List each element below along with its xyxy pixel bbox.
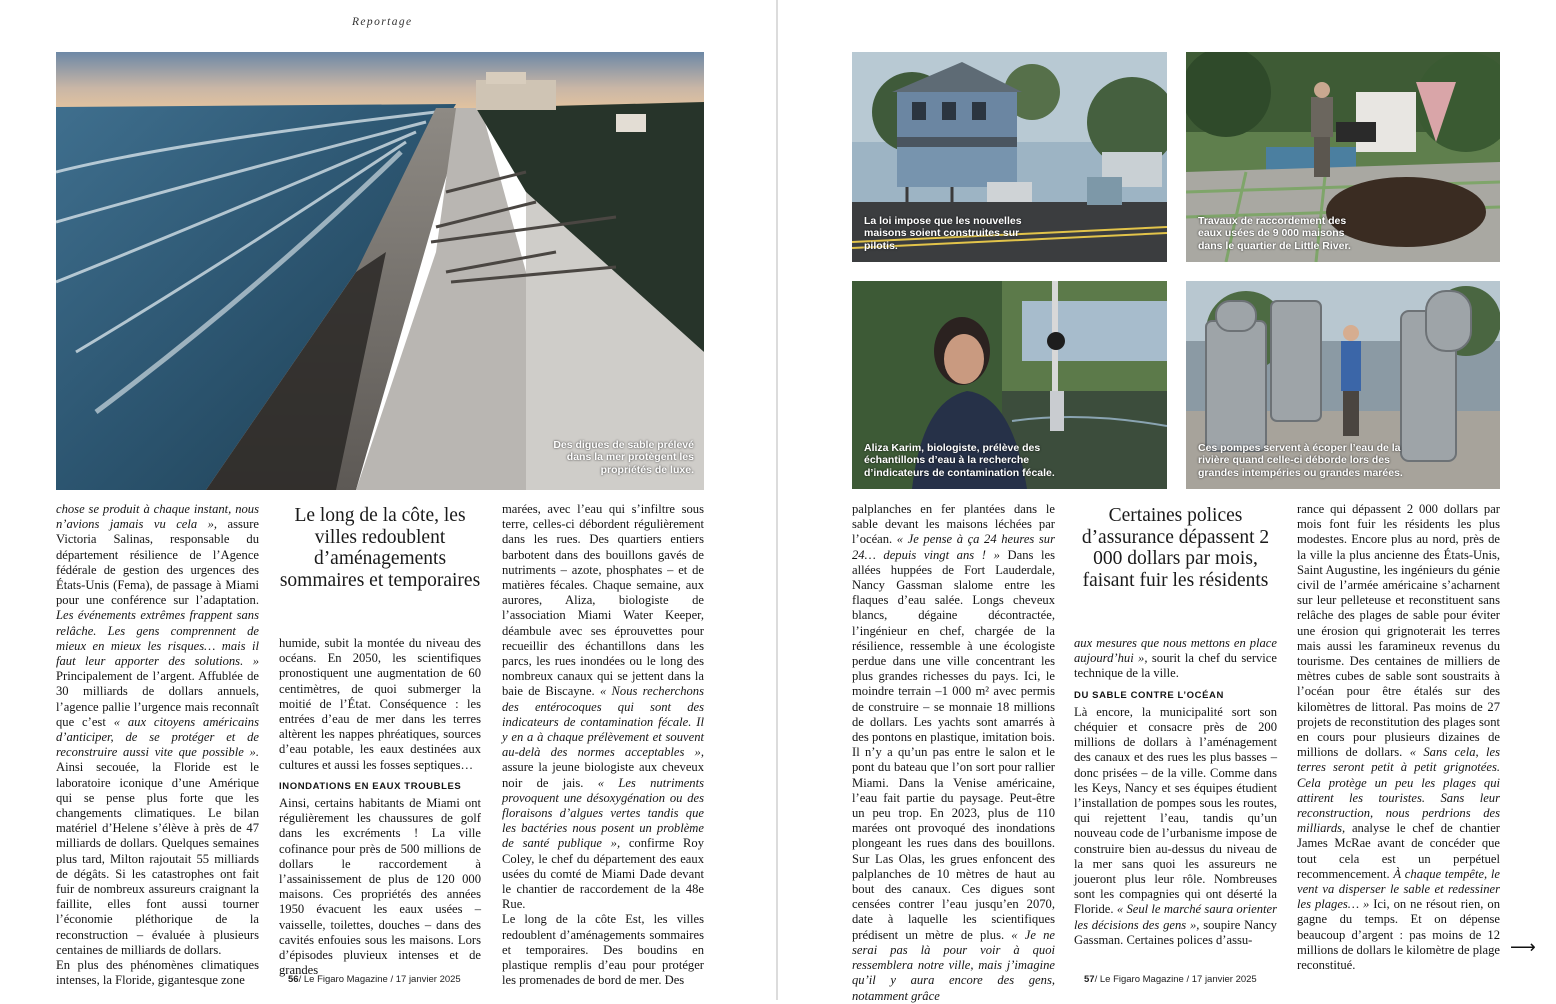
quote-text: Les événements extrêmes frappent sans relâche. Les gens comprennent de mieux en mieux les risques… mais il faut leur apporter des solutions. » [56,608,259,669]
body-paragraph: Ainsi, certains habitants de Miami ont régulièrement les chaussures de golf dans les excréments ! La ville cofinance pour près de 500 millions de dollars le raccordement à l’assainissement de plus de 120 000 maisons. Ces propriétés des années 1950 évacuent les eaux usées – vaisselle, toilettes, douches – dans des cavités enfouies sous les maisons. Lors d’épisodes pluvieux intenses et de grandes [279,796,481,978]
body-text: confirme Roy Coley, le chef du département des eaux usées du comté de Miami Dade devant le chantier de raccordement de la 48e Rue. [502,836,704,912]
body-paragraph: humide, subit la montée du niveau des océans. En 2050, les scientifiques pronostiquent une augmentation de 60 centimètres, de quoi submerger la moitié de l’État. Conséquence : les entrées d’eau de mer dans les terres altèrent les nappes phréatiques, sources d’eau potable, les eaux destinées aux cultures et aussi les fosses septiques… [279,636,481,772]
left-page [0,0,778,1000]
body-text: analyse le chef de chantier James McRae avant de concéder que tout cela est un perpétuel recommencement. [1297,821,1500,881]
stilt-house-photo [852,52,1167,262]
body-text: marées, avec l’eau qui s’infiltre sous terre, celles-ci débordent régulièrement dans les rues. Des quartiers entiers barbotent dans des bouillons gavés de nutriments – azote, phosphates – et de matières fécales. Chaque semaine, aux aurores, Aliza, biologiste de l’association Miami Water Keeper, déambule avec ses éprouvettes pour recueillir des échantillons dans les parcs, les rues inondées ou le long des nombreux canaux qui se jettent dans la baie de Biscayne. [502,502,704,699]
body-paragraph: En plus des phénomènes climatiques intenses, la Floride, gigantesque zone [56,958,259,988]
quote-text: aux mesures que nous mettons en place aujourd’hui », [1074,636,1277,666]
body-text: soupire Nancy Gassman. Certaines polices d’assu- [1074,917,1277,947]
quote-text: chose se produit à chaque instant, nous n’avions jamais vu cela », [56,502,259,532]
page-folio [1084,974,1257,985]
text-column-6 [1297,502,1500,973]
sewer-works-photo [1186,52,1500,262]
section-label: Reportage [352,16,413,28]
continue-arrow-icon: ⟶ [1510,937,1536,958]
text-column-1 [56,502,259,989]
quote-text: « aux citoyens américains d’anticiper, de se protéger et de reconstruire aussi vite que possible ». [56,714,259,760]
folio-text: / Le Figaro Magazine / 17 janvier 2025 [1094,974,1257,985]
pull-quote: Certaines polices d’assurance dépassent 2 000 dollars par mois, faisant fuir les résidents [1081,505,1270,591]
photo-caption: La loi impose que les nouvelles maisons soient construites sur pilotis. [864,214,1022,252]
folio-text: / Le Figaro Magazine / 17 janvier 2025 [298,974,461,985]
body-text: Dans les allées huppées de Fort Lauderdale, Nancy Gassman slalome entre les flaques d’eau salée. Longs cheveux blancs, dégaine décontractée, l’ingénieur en chef, chargée de la résilience, ressemble à une écologiste perdue dans une ville concentrant les plus grandes richesses du pays. Ici, le moindre terrain –1 000 m² avec permis de construire – se monnaie 18 millions de dollars. Les yachts sont amarrés à des pontons en plastique, imitation bois. Il n’y a qu’un pas entre le salon et le pont du bateau que l’on sort pour rallier Miami. Dans la Venise américaine, l’eau fait partie du paysage. Peut-être un peu trop. En 2023, plus de 110 marées ont provoqué des inondations plongeant les rues dans des bouillons. Sur Las Olas, les grues enfoncent des palplanches de 10 mètres de haut au bout des canaux. Ces digues sont censées contrer l’eau jusqu’en 2070, date à laquelle les scientifiques prédisent un mètre de plus. [852,547,1055,942]
body-text: rance qui dépassent 2 000 dollars par mois font fuir les résidents les plus modestes. Encore plus au nord, près de la ville la plus ancienne des États-Unis, Saint Augustine, les ingénieurs du génie civil de l’armée américaine s’acharnent sur leur pelleteuse et reconstituent sans relâche des plages de sable pour éviter une érosion qui grignoterait les terres mais aussi les faramineux revenus du tourisme. Des centaines de milliers de mètres cubes de sable sont soustraits à l’océan pour être étalés sur des kilomètres de littoral. Pas moins de 27 projets de reconstitution des plages sont en cours pour plusieurs dizaines de millions de dollars. [1297,502,1500,760]
pumps-photo [1186,281,1500,489]
quote-text: « Nous recherchons des entérocoques qui sont des indicateurs de contamination fécale. Il y en a à chaque prélèvement et souvent au-delà des normes acceptables », [502,684,704,760]
body-paragraph: Le long de la côte Est, les villes redoublent d’aménagements sommaires et temporaires. Des boudins en plastique remplis d’eau pour protéger les promenades de bord de mer. Des [502,912,704,988]
text-column-4 [852,502,1055,1004]
body-text: Principalement de l’argent. Affublée de 30 milliards de dollars annuels, l’agence pallie l’urgence mais reconnaît que c’est [56,669,259,729]
photo-caption: Aliza Karim, biologiste, prélève des échantillons d’eau à la recherche d’indicateurs de contamination fécale. [864,441,1055,479]
subhead: DU SABLE CONTRE L’OCÉAN [1074,689,1224,701]
body-text: Là encore, la municipalité sort son chéquier et consacre près de 200 millions de dollars à l’aménagement des canaux et des rues les plus basses – donc prisées – de la ville. Comme dans les Keys, Nancy et ses équipes étudient l’installation de pompes sous les routes, qui rejettent l’eau, tandis qu’un nouveau code de l’urbanisme impose de construire bien au-dessus du niveau de la mer sans quoi les assureurs ne joueront plus leur rôle. Nombreuses sont les compagnies qui ont déserté la Floride. [1074,704,1277,917]
page-number: 56 [288,974,299,985]
quote-text: À chaque tempête, le vent va disperser le sable et redessiner les plages… » [1297,866,1501,912]
body-text: Ainsi secouée, la Floride est le laboratoire iconique d’une Amérique qui se pense plus forte que les changements climatiques. Le bilan matériel d’Helene s’élève à près de 47 milliards de dollars. Quelques semaines plus tard, Milton rajoutait 55 milliards de dégâts. Si les catastrophes ont fait fuir de nombreux assureurs craignant la faillite, elles font aussi tourner l’économie pléthorique de la reconstruction – évaluée à plusieurs centaines de milliards de dollars. [56,760,259,957]
photo-caption: Travaux de raccordement des eaux usées de 9 000 maisons dans le quartier de Little River. [1198,214,1351,252]
body-text: palplanches en fer plantées dans le sable devant les maisons léchées par l’océan. [852,502,1055,547]
text-column-2 [279,636,481,978]
page-number: 57 [1084,974,1095,985]
quote-text: « Seul le marché saura orienter les décisions des gens », [1074,902,1277,932]
pull-quote: Le long de la côte, les villes redoublent d’aménagements sommaires et temporaires [279,505,481,591]
beach-aerial-photo [56,52,704,490]
quote-text: « Je pense à ça 24 heures sur 24… depuis vingt ans ! » [852,532,1055,562]
quote-text: « Sans cela, les terres seront petit à petit grignotées. Cela protège un peu les plages qui attirent les touristes. Sans leur reconstruction, nous perdrions des milliards, [1297,745,1500,836]
body-text: sourit la chef du service technique de la ville. [1074,651,1277,681]
body-text: assure la jeune biologiste aux cheveux noir de jais. [502,760,704,790]
quote-text: « Les nutriments provoquent une désoxygénation ou des floraisons d’algues vertes tandis que les bactéries nous posent un problème de santé publique », [502,775,704,851]
biologist-sampling-photo [852,281,1167,489]
photo-caption: Des digues de sable prélevé dans la mer protègent les propriétés de luxe. [553,438,694,476]
subhead: INONDATIONS EN EAUX TROUBLES [279,780,462,792]
body-text: Ici, on ne résout rien, on gagne du temps. Et on dépense beaucoup d’argent : pas moins de 12 millions de dollars le kilomètre de plage reconstitué. [1297,897,1500,973]
text-column-5 [1074,636,1277,948]
page-folio [288,974,461,985]
photo-caption: Ces pompes servent à écoper l’eau de la rivière quand celle-ci déborde lors des grandes intempéries ou grandes marées. [1198,441,1403,479]
quote-text: « Je ne serai pas là pour voir à quoi ressemblera notre ville, mais j’imagine qu’il y aura encore des gens, notamment grâce [852,927,1055,1003]
body-text: assure Victoria Salinas, responsable du département résilience de l’Agence fédérale de gestion des urgences des États-Unis (Fema), de passage à Miami pour une conférence sur l’adaptation. [56,517,260,608]
right-page [778,0,1556,1003]
text-column-3 [502,502,704,989]
